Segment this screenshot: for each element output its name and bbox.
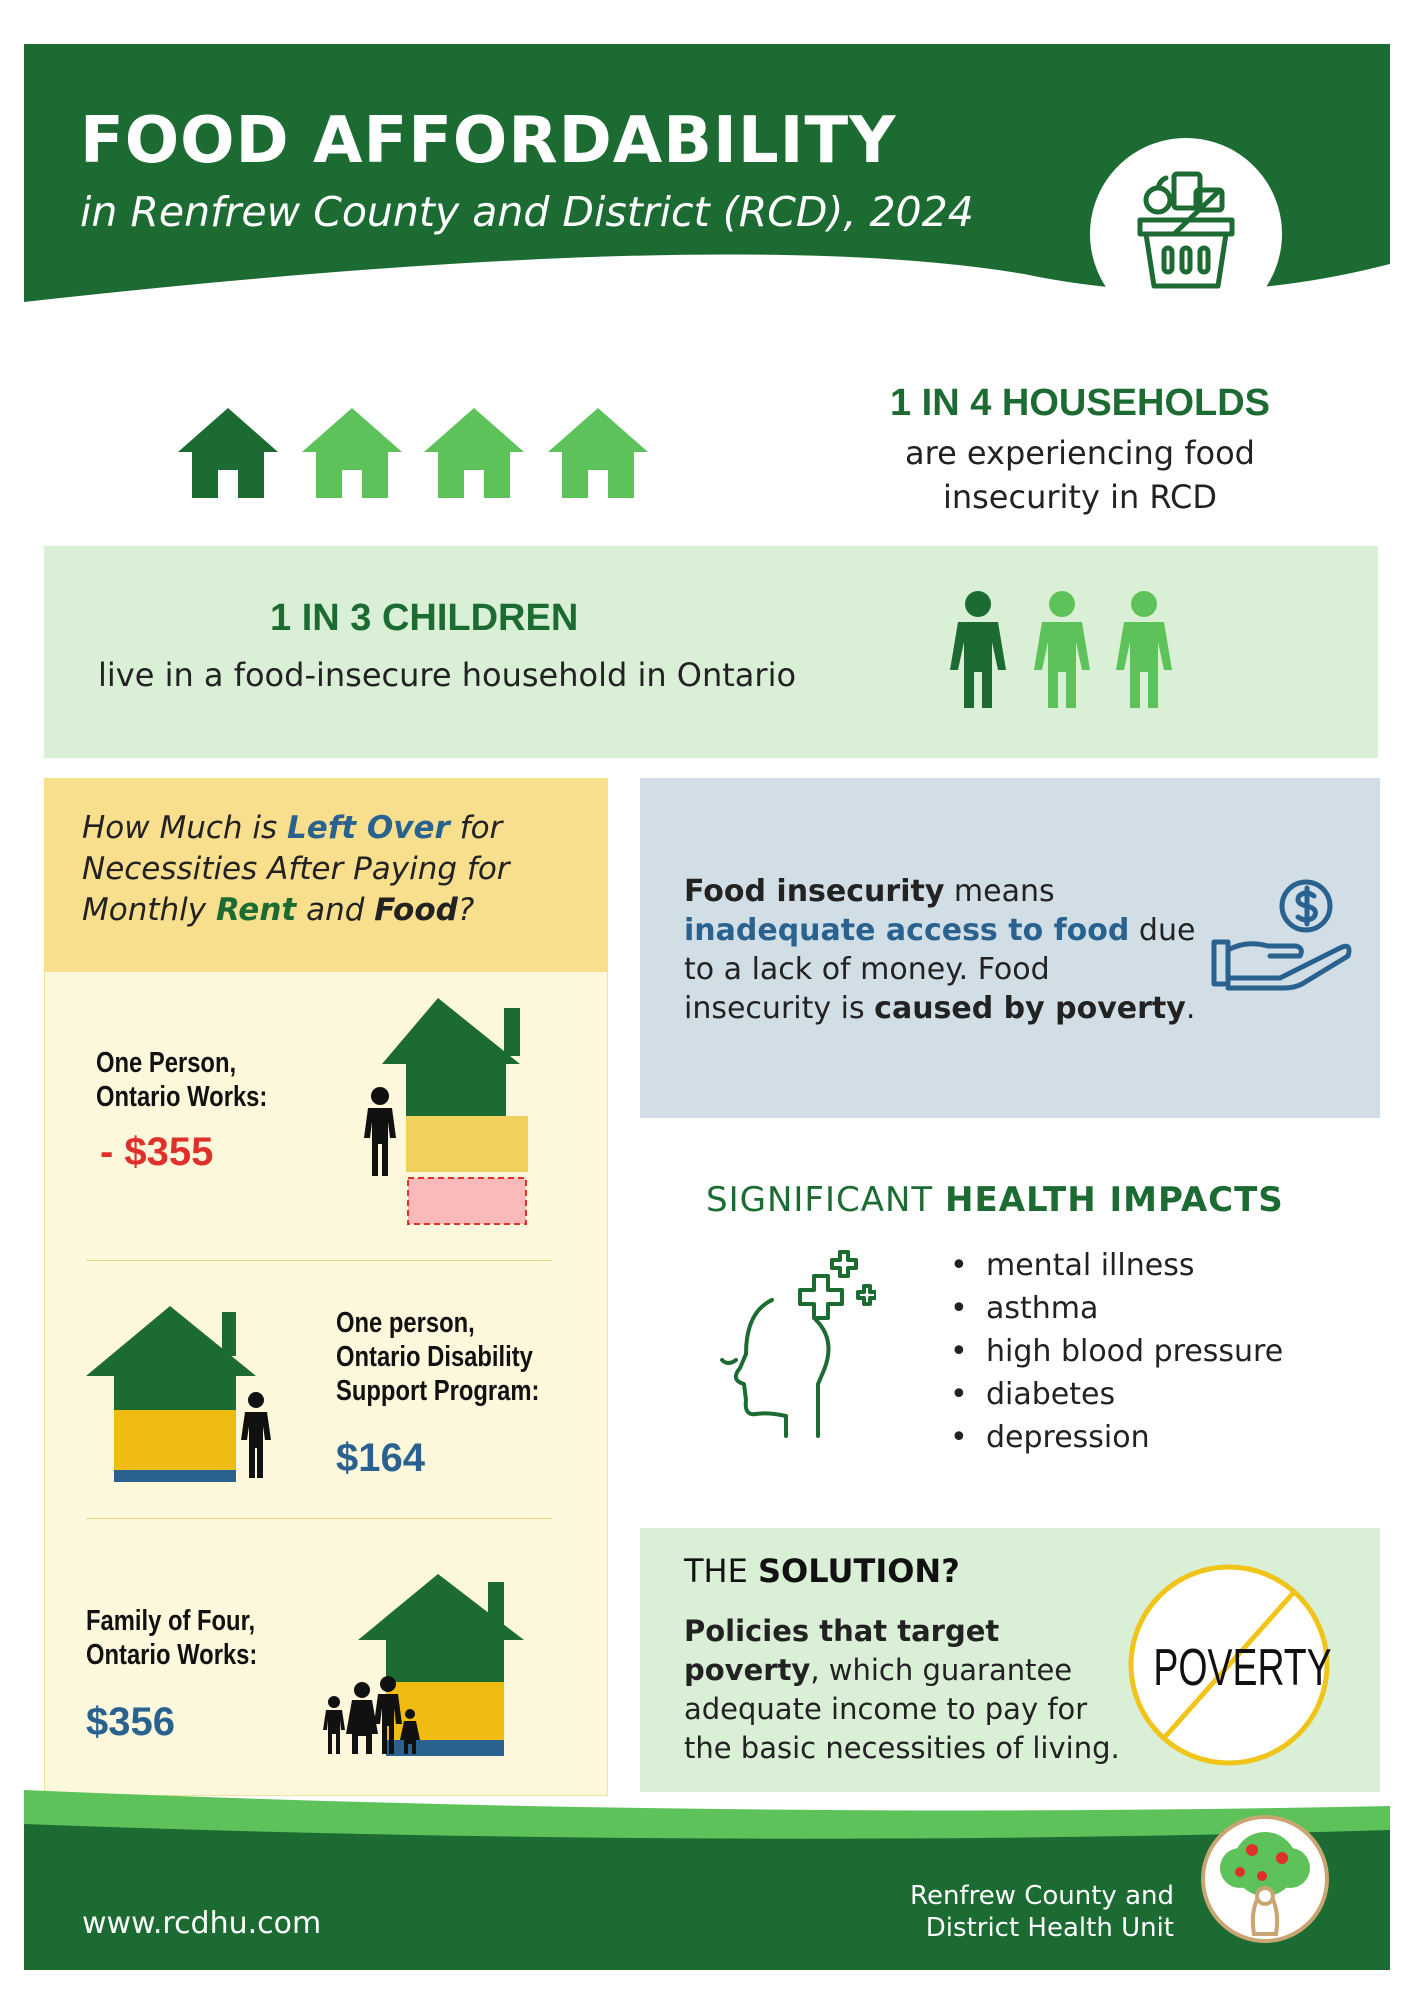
households-stat-line2: insecurity in RCD — [942, 478, 1218, 516]
case2-label: One person, Ontario Disability Support Program: — [336, 1307, 540, 1407]
page-title: FOOD AFFORDABILITY — [80, 104, 897, 178]
children-icon-row — [950, 590, 1180, 710]
house-icon — [548, 408, 648, 498]
page-subtitle: in Renfrew County and District (RCD), 2024 — [80, 188, 974, 236]
households-icon-row — [178, 408, 668, 498]
basket-badge — [1090, 138, 1282, 330]
child-icon — [1034, 591, 1090, 708]
health-impacts-title: SIGNIFICANT HEALTH IMPACTS — [706, 1180, 1284, 1220]
list-item: • depression — [950, 1416, 1283, 1459]
case3-value: $356 — [86, 1700, 175, 1744]
footer-url[interactable]: www.rcdhu.com — [82, 1906, 322, 1941]
list-item: • asthma — [950, 1287, 1283, 1330]
health-unit-logo — [1200, 1814, 1330, 1944]
footer-banner — [24, 1790, 1390, 1970]
list-item: • high blood pressure — [950, 1330, 1283, 1373]
person-icon — [241, 1392, 271, 1478]
solution-title: THE SOLUTION? — [684, 1552, 960, 1590]
children-stat-text: live in a food-insecure household in Ontario — [98, 656, 797, 694]
case1-house-graphic — [356, 998, 552, 1228]
case1-label: One Person, Ontario Works: — [96, 1047, 268, 1113]
households-stat — [820, 382, 1340, 519]
divider — [86, 1518, 552, 1519]
children-stat-headline: 1 IN 3 CHILDREN — [270, 597, 579, 639]
case2-house-graphic — [86, 1306, 286, 1486]
leftover-question: How Much is Left Over for Necessities After Paying for Monthly Rent and Food? — [82, 810, 510, 928]
person-icon — [364, 1087, 396, 1176]
child-icon — [1116, 591, 1172, 708]
list-item: • diabetes — [950, 1373, 1283, 1416]
solution-text: Policies that target poverty, which guarantee adequate income to pay for the basic necessities of living. — [684, 1614, 1120, 1765]
health-impacts-list — [950, 1244, 1283, 1459]
case2-value: $164 — [336, 1436, 425, 1480]
households-stat-line1: are experiencing food — [905, 434, 1255, 472]
households-stat-headline: 1 IN 4 HOUSEHOLDS — [889, 382, 1271, 424]
sign-text: POVERTY — [1153, 1639, 1332, 1697]
case3-label: Family of Four, Ontario Works: — [86, 1605, 258, 1671]
divider — [86, 1260, 552, 1261]
child-icon — [950, 591, 1006, 708]
footer-org-name: Renfrew County and District Health Unit — [910, 1881, 1174, 1943]
list-item: • mental illness — [950, 1244, 1283, 1287]
hand-money-icon — [1210, 876, 1360, 996]
definition-text: Food insecurity means inadequate access to food due to a lack of money. Food insecurity is caused by poverty. — [684, 874, 1196, 1026]
head-health-icon — [706, 1250, 876, 1440]
house-icon — [424, 408, 524, 498]
house-icon — [178, 408, 278, 498]
case1-value: - $355 — [100, 1130, 214, 1174]
grocery-basket-icon — [1090, 138, 1282, 330]
no-poverty-sign — [1124, 1560, 1334, 1770]
case3-house-graphic — [318, 1574, 558, 1758]
house-icon — [302, 408, 402, 498]
